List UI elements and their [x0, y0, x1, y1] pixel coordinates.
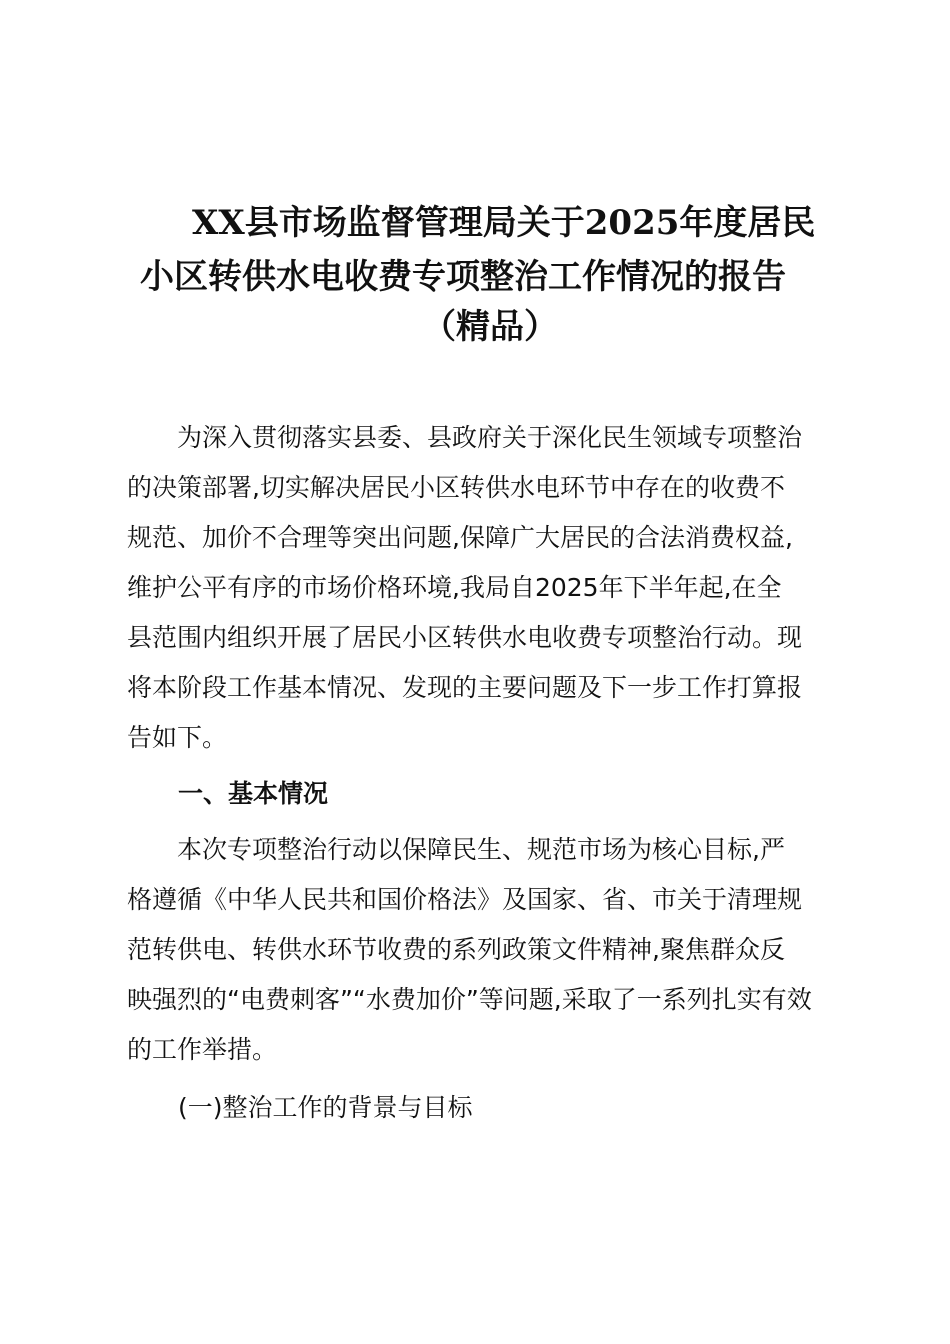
report-title-line-2: 小区转供水电收费专项整治工作情况的报告	[140, 257, 786, 297]
section-1-line: 格遵循《中华人民共和国价格法》及国家、省、市关于清理规	[127, 885, 803, 914]
section-1-line: 映强烈的“电费刺客”“水费加价”等问题,采取了一系列扎实有效	[127, 985, 812, 1014]
intro-line: 维护公平有序的市场价格环境,我局自2025年下半年起,在全	[127, 573, 782, 602]
section-1-paragraph	[127, 825, 827, 1075]
report-title-line-3: （精品）	[422, 307, 558, 347]
report-title-line-1: XX县市场监督管理局关于2025年度居民	[192, 203, 816, 243]
intro-line: 告如下。	[127, 723, 228, 752]
section-1-line: 本次专项整治行动以保障民生、规范市场为核心目标,严	[127, 835, 785, 864]
section-heading-basic-situation: 一、基本情况	[178, 779, 329, 808]
intro-line: 规范、加价不合理等突出问题,保障广大居民的合法消费权益,	[127, 523, 793, 552]
section-1-line: 范转供电、转供水环节收费的系列政策文件精神,聚焦群众反	[127, 935, 785, 964]
intro-line: 县范围内组织开展了居民小区转供水电收费专项整治行动。现	[127, 623, 803, 652]
subsection-heading-background: (一)整治工作的背景与目标	[178, 1093, 473, 1122]
intro-paragraph	[127, 413, 827, 763]
intro-line: 为深入贯彻落实县委、县政府关于深化民生领域专项整治	[127, 423, 803, 452]
intro-line: 将本阶段工作基本情况、发现的主要问题及下一步工作打算报	[127, 673, 803, 702]
section-1-line: 的工作举措。	[127, 1035, 278, 1064]
intro-line: 的决策部署,切实解决居民小区转供水电环节中存在的收费不	[127, 473, 785, 502]
